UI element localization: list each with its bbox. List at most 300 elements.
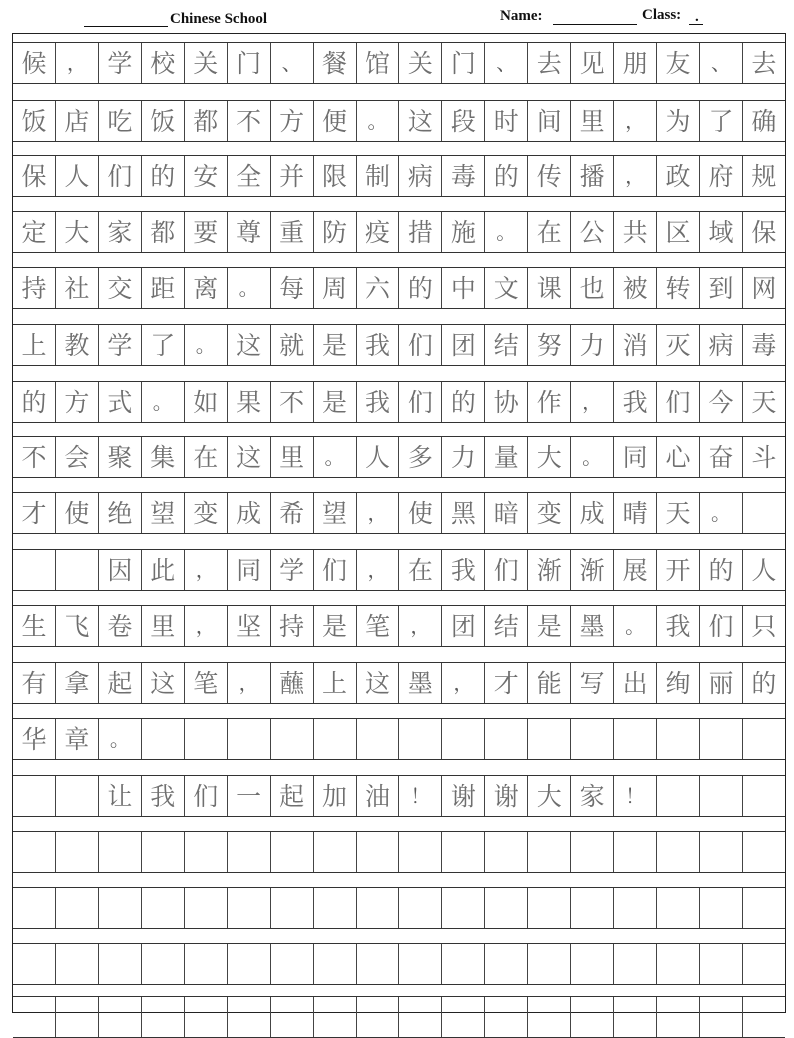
worksheet-header <box>0 0 794 32</box>
grid-cell: 暗 <box>485 493 528 533</box>
grid-cell <box>743 944 785 984</box>
grid-cell: 持 <box>13 268 56 308</box>
grid-cell: 定 <box>13 212 56 252</box>
grid-cell: 们 <box>399 382 442 422</box>
grid-cell <box>614 997 657 1037</box>
grid-cell: 奋 <box>700 437 743 477</box>
grid-cell: 保 <box>751 217 777 247</box>
grid-cell: 。 <box>314 437 357 477</box>
grid-cell: 们 <box>399 325 442 365</box>
grid-cell: 时 <box>485 101 528 141</box>
grid-cell <box>700 719 743 759</box>
grid-cell <box>657 997 700 1037</box>
grid-cell: 不 <box>13 437 56 477</box>
grid-row <box>13 996 785 1038</box>
grid-cell: 去 <box>528 43 571 83</box>
grid-cell: ， <box>185 550 228 590</box>
grid-cell: 学 <box>271 550 314 590</box>
grid-cell: ， <box>185 606 228 646</box>
grid-cell: 门 <box>228 43 271 83</box>
grid-cell: 确 <box>751 106 777 136</box>
grid-cell <box>614 944 657 984</box>
grid-cell <box>700 832 743 872</box>
grid-cell: 毒 <box>751 330 777 360</box>
grid-cell <box>228 997 271 1037</box>
school-name: Chinese School <box>170 11 268 27</box>
grid-cell <box>743 997 785 1037</box>
grid-cell: 油 <box>357 776 400 816</box>
grid-cell: 转 <box>657 268 700 308</box>
grid-cell <box>614 888 657 928</box>
grid-cell: 如 <box>185 382 228 422</box>
grid-cell <box>142 944 185 984</box>
grid-cell <box>743 888 785 928</box>
grid-cell: 我 <box>142 776 185 816</box>
grid-cell <box>99 997 142 1037</box>
grid-cell <box>571 832 614 872</box>
grid-cell <box>271 832 314 872</box>
name-blank <box>553 6 637 25</box>
grid-cell <box>357 888 400 928</box>
grid-cell: 式 <box>99 382 142 422</box>
grid-cell: 就 <box>271 325 314 365</box>
grid-cell: 有 <box>13 663 56 703</box>
grid-cell <box>314 888 357 928</box>
grid-cell: 是 <box>314 325 357 365</box>
grid-row <box>13 943 785 985</box>
grid-cell <box>399 944 442 984</box>
grid-cell: 墨 <box>571 606 614 646</box>
grid-cell: 人 <box>751 555 777 585</box>
grid-cell: ， <box>614 156 657 196</box>
grid-cell: 。 <box>228 268 271 308</box>
grid-cell: 学 <box>99 43 142 83</box>
grid-cell: 政 <box>657 156 700 196</box>
grid-cell: 距 <box>142 268 185 308</box>
grid-cell <box>485 719 528 759</box>
grid-cell <box>700 997 743 1037</box>
grid-cell: 果 <box>228 382 271 422</box>
grid-cell: 的 <box>751 668 777 698</box>
grid-cell: 起 <box>271 776 314 816</box>
grid-cell: 华 <box>13 719 56 759</box>
grid-cell: 变 <box>528 493 571 533</box>
grid-cell: 天 <box>657 493 700 533</box>
grid-cell: 的 <box>13 382 56 422</box>
grid-cell: 饭 <box>142 101 185 141</box>
grid-cell: 消 <box>614 325 657 365</box>
grid-cell: 播 <box>571 156 614 196</box>
grid-cell: ， <box>228 663 271 703</box>
grid-cell: 人 <box>56 156 99 196</box>
grid-cell: 只 <box>751 611 777 641</box>
grid-cell: 绝 <box>99 493 142 533</box>
grid-cell: 传 <box>528 156 571 196</box>
grid-cell: 聚 <box>99 437 142 477</box>
grid-cell: 墨 <box>399 663 442 703</box>
grid-cell: 门 <box>442 43 485 83</box>
grid-cell: 每 <box>271 268 314 308</box>
grid-cell: 方 <box>56 382 99 422</box>
grid-cell: ！ <box>614 776 657 816</box>
grid-cell: 家 <box>571 776 614 816</box>
grid-cell <box>271 719 314 759</box>
grid-cell: 共 <box>614 212 657 252</box>
grid-cell: 我 <box>357 382 400 422</box>
grid-cell <box>700 776 743 816</box>
grid-cell <box>56 997 99 1037</box>
grid-cell <box>357 719 400 759</box>
grid-cell <box>13 550 56 590</box>
grid-cell: 里 <box>571 101 614 141</box>
grid-cell: 们 <box>314 550 357 590</box>
grid-cell <box>743 832 785 872</box>
grid-row <box>13 831 785 873</box>
grid-cell: 我 <box>357 325 400 365</box>
grid-cell: 家 <box>99 212 142 252</box>
grid-cell: 大 <box>56 212 99 252</box>
grid-row <box>13 267 785 309</box>
grid-cell <box>657 944 700 984</box>
grid-cell: 中 <box>442 268 485 308</box>
grid-cell <box>571 997 614 1037</box>
school-name-blank <box>84 8 168 27</box>
grid-cell: 能 <box>528 663 571 703</box>
grid-cell: 卷 <box>99 606 142 646</box>
grid-cell: 馆 <box>357 43 400 83</box>
grid-cell: 上 <box>314 663 357 703</box>
grid-cell: 望 <box>142 493 185 533</box>
grid-cell: 防 <box>314 212 357 252</box>
grid-cell: 了 <box>700 101 743 141</box>
grid-cell: 笔 <box>185 663 228 703</box>
grid-cell: 变 <box>185 493 228 533</box>
grid-cell: 、 <box>485 43 528 83</box>
grid-cell: 公 <box>571 212 614 252</box>
grid-cell: 毒 <box>442 156 485 196</box>
grid-cell <box>228 888 271 928</box>
grid-cell: 使 <box>399 493 442 533</box>
grid-cell <box>228 719 271 759</box>
grid-cell <box>314 997 357 1037</box>
grid-cell <box>657 888 700 928</box>
grid-cell: 都 <box>142 212 185 252</box>
grid-cell: 渐 <box>571 550 614 590</box>
grid-cell <box>185 888 228 928</box>
grid-cell <box>142 888 185 928</box>
grid-cell: 社 <box>56 268 99 308</box>
grid-cell: 校 <box>142 43 185 83</box>
grid-cell: 使 <box>56 493 99 533</box>
grid-cell: 人 <box>357 437 400 477</box>
grid-cell: ， <box>357 493 400 533</box>
grid-cell <box>743 719 785 759</box>
grid-cell: 此 <box>142 550 185 590</box>
grid-cell: 希 <box>271 493 314 533</box>
grid-cell: 。 <box>700 493 743 533</box>
grid-cell: 同 <box>614 437 657 477</box>
grid-cell: 笔 <box>357 606 400 646</box>
grid-cell <box>528 997 571 1037</box>
grid-cell: 教 <box>56 325 99 365</box>
grid-cell: 才 <box>13 493 56 533</box>
grid-cell <box>99 888 142 928</box>
grid-cell: 是 <box>314 606 357 646</box>
grid-cell: 全 <box>228 156 271 196</box>
grid-cell <box>142 719 185 759</box>
grid-cell: 施 <box>442 212 485 252</box>
grid-cell <box>142 997 185 1037</box>
grid-cell: 才 <box>485 663 528 703</box>
grid-cell: 多 <box>399 437 442 477</box>
grid-cell: 心 <box>657 437 700 477</box>
grid-cell <box>357 832 400 872</box>
grid-cell: 、 <box>271 43 314 83</box>
grid-cell: 上 <box>13 325 56 365</box>
grid-cell: ， <box>614 101 657 141</box>
grid-cell: 周 <box>314 268 357 308</box>
grid-cell: 。 <box>99 719 142 759</box>
grid-cell: 加 <box>314 776 357 816</box>
grid-cell: 方 <box>271 101 314 141</box>
grid-cell: 这 <box>228 437 271 477</box>
grid-cell <box>399 719 442 759</box>
grid-cell <box>185 997 228 1037</box>
grid-cell: 友 <box>657 43 700 83</box>
grid-cell <box>271 997 314 1037</box>
grid-cell <box>485 832 528 872</box>
grid-cell <box>56 888 99 928</box>
grid-cell: 店 <box>56 101 99 141</box>
grid-cell: ， <box>442 663 485 703</box>
grid-row <box>13 155 785 197</box>
grid-cell: 丽 <box>700 663 743 703</box>
grid-cell: 谢 <box>442 776 485 816</box>
grid-row <box>13 381 785 423</box>
grid-cell <box>228 944 271 984</box>
grid-cell <box>743 776 785 816</box>
grid-cell: 坚 <box>228 606 271 646</box>
grid-cell: 要 <box>185 212 228 252</box>
grid-cell: 课 <box>528 268 571 308</box>
grid-cell: 让 <box>99 776 142 816</box>
grid-cell: 这 <box>228 325 271 365</box>
grid-row <box>13 492 785 534</box>
grid-cell <box>442 888 485 928</box>
grid-cell: 制 <box>357 156 400 196</box>
grid-row <box>13 324 785 366</box>
grid-cell: 我 <box>442 550 485 590</box>
grid-cell: 域 <box>700 212 743 252</box>
class-label: Class: <box>642 7 682 23</box>
grid-row <box>13 436 785 478</box>
grid-cell <box>485 997 528 1037</box>
grid-cell: 里 <box>142 606 185 646</box>
grid-cell <box>657 776 700 816</box>
grid-cell: 便 <box>314 101 357 141</box>
grid-cell: ， <box>357 550 400 590</box>
grid-cell: 绚 <box>657 663 700 703</box>
grid-cell: ， <box>571 382 614 422</box>
grid-cell <box>228 832 271 872</box>
grid-cell <box>357 944 400 984</box>
grid-cell: 吃 <box>99 101 142 141</box>
grid-cell: ！ <box>399 776 442 816</box>
grid-cell <box>13 888 56 928</box>
grid-cell: 在 <box>399 550 442 590</box>
writing-grid <box>12 33 786 1013</box>
grid-cell: 团 <box>442 325 485 365</box>
grid-cell: 晴 <box>614 493 657 533</box>
grid-cell <box>571 719 614 759</box>
grid-row <box>13 662 785 704</box>
grid-cell <box>399 997 442 1037</box>
grid-cell: 文 <box>485 268 528 308</box>
grid-cell: 们 <box>700 606 743 646</box>
grid-cell: 餐 <box>314 43 357 83</box>
grid-cell <box>485 888 528 928</box>
grid-cell: 因 <box>99 550 142 590</box>
grid-cell: 网 <box>751 273 777 303</box>
grid-cell: 会 <box>56 437 99 477</box>
grid-cell: 黑 <box>442 493 485 533</box>
grid-cell: 关 <box>399 43 442 83</box>
grid-cell <box>442 997 485 1037</box>
grid-cell <box>56 944 99 984</box>
grid-cell: 我 <box>614 382 657 422</box>
grid-cell: 交 <box>99 268 142 308</box>
grid-cell: 作 <box>528 382 571 422</box>
grid-cell: 力 <box>442 437 485 477</box>
grid-cell: 集 <box>142 437 185 477</box>
grid-cell: ， <box>399 606 442 646</box>
grid-cell: 措 <box>399 212 442 252</box>
grid-cell <box>56 832 99 872</box>
grid-cell: 尊 <box>228 212 271 252</box>
grid-cell <box>56 776 99 816</box>
grid-cell: 这 <box>399 101 442 141</box>
grid-cell: 拿 <box>56 663 99 703</box>
grid-cell: 离 <box>185 268 228 308</box>
grid-cell: 饭 <box>13 101 56 141</box>
grid-cell <box>657 719 700 759</box>
grid-cell <box>571 888 614 928</box>
grid-cell <box>99 944 142 984</box>
grid-cell: 病 <box>399 156 442 196</box>
grid-cell <box>357 997 400 1037</box>
grid-cell <box>399 832 442 872</box>
grid-cell: 六 <box>357 268 400 308</box>
grid-cell <box>13 997 56 1037</box>
grid-cell <box>314 719 357 759</box>
grid-row <box>13 100 785 142</box>
grid-cell: 力 <box>571 325 614 365</box>
grid-cell: 们 <box>185 776 228 816</box>
grid-cell <box>314 944 357 984</box>
grid-cell: 的 <box>700 550 743 590</box>
grid-cell: 。 <box>614 606 657 646</box>
grid-cell: 里 <box>271 437 314 477</box>
grid-cell: 。 <box>571 437 614 477</box>
grid-row <box>13 211 785 253</box>
grid-cell: 的 <box>142 156 185 196</box>
grid-cell: 了 <box>142 325 185 365</box>
grid-cell: 去 <box>751 48 777 78</box>
grid-cell: 是 <box>528 606 571 646</box>
grid-cell <box>614 719 657 759</box>
grid-cell: 的 <box>485 156 528 196</box>
grid-cell: 持 <box>271 606 314 646</box>
grid-cell: 的 <box>399 268 442 308</box>
grid-cell: 展 <box>614 550 657 590</box>
grid-cell <box>314 832 357 872</box>
grid-cell: 不 <box>271 382 314 422</box>
grid-row <box>13 718 785 760</box>
grid-cell: 、 <box>700 43 743 83</box>
grid-row <box>13 775 785 817</box>
grid-cell: 的 <box>442 382 485 422</box>
grid-cell: 成 <box>228 493 271 533</box>
grid-cell: 不 <box>228 101 271 141</box>
grid-cell: 这 <box>357 663 400 703</box>
grid-cell: 结 <box>485 325 528 365</box>
grid-cell: 们 <box>485 550 528 590</box>
grid-cell: 我 <box>657 606 700 646</box>
grid-cell: 并 <box>271 156 314 196</box>
grid-cell: 安 <box>185 156 228 196</box>
grid-cell: 。 <box>357 101 400 141</box>
grid-cell: 候 <box>13 43 56 83</box>
grid-cell: 限 <box>314 156 357 196</box>
grid-cell: 生 <box>13 606 56 646</box>
grid-cell: 大 <box>528 776 571 816</box>
grid-cell <box>271 944 314 984</box>
grid-cell: 病 <box>700 325 743 365</box>
grid-cell: 同 <box>228 550 271 590</box>
grid-cell <box>13 832 56 872</box>
grid-cell <box>271 888 314 928</box>
grid-cell: 在 <box>528 212 571 252</box>
grid-cell: 团 <box>442 606 485 646</box>
grid-cell: 见 <box>571 43 614 83</box>
grid-cell: 飞 <box>56 606 99 646</box>
grid-cell: 大 <box>528 437 571 477</box>
grid-cell: 协 <box>485 382 528 422</box>
grid-cell <box>614 832 657 872</box>
grid-cell: 府 <box>700 156 743 196</box>
grid-cell: 。 <box>185 325 228 365</box>
grid-row <box>13 605 785 647</box>
grid-cell: 们 <box>657 382 700 422</box>
grid-cell <box>442 832 485 872</box>
grid-cell: 开 <box>657 550 700 590</box>
grid-cell: 蘸 <box>271 663 314 703</box>
grid-cell: 在 <box>185 437 228 477</box>
grid-cell: 谢 <box>485 776 528 816</box>
grid-cell: 们 <box>99 156 142 196</box>
grid-cell: 被 <box>614 268 657 308</box>
grid-cell: 学 <box>99 325 142 365</box>
grid-cell: 疫 <box>357 212 400 252</box>
grid-cell: 出 <box>614 663 657 703</box>
grid-cell: 重 <box>271 212 314 252</box>
grid-cell <box>56 550 99 590</box>
grid-cell: 写 <box>571 663 614 703</box>
grid-cell <box>528 719 571 759</box>
grid-cell: 这 <box>142 663 185 703</box>
grid-row <box>13 549 785 591</box>
grid-cell: 结 <box>485 606 528 646</box>
